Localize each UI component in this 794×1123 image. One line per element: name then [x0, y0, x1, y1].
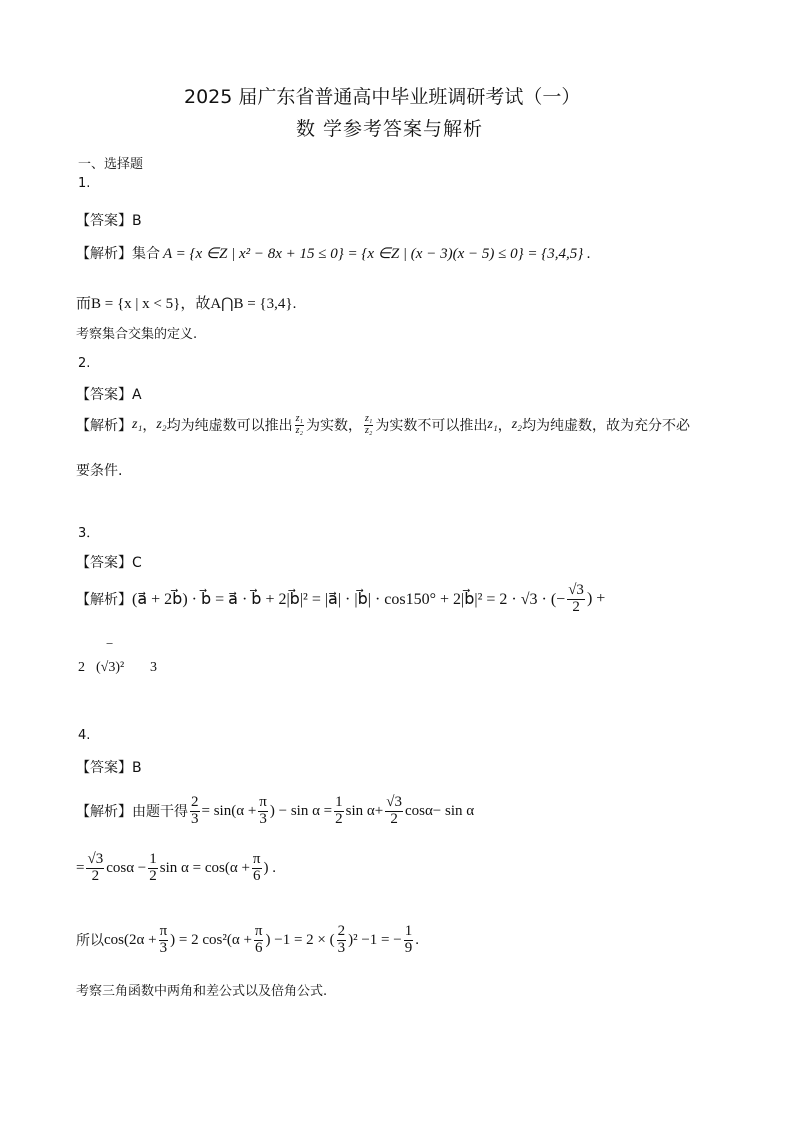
- fraction: [404, 924, 414, 957]
- fraction-denominator: 3: [159, 939, 168, 956]
- fraction: [258, 795, 268, 828]
- fraction-numerator: π: [159, 923, 168, 939]
- document-subtitle: 数 学参考答案与解析: [296, 118, 484, 140]
- fraction-numerator: √3: [87, 851, 104, 867]
- analysis-math-end: ) +: [586, 590, 606, 608]
- question-3-analysis: [76, 583, 605, 616]
- fraction-denominator: 3: [337, 939, 346, 956]
- question-4-number: 4.: [78, 728, 91, 743]
- fraction-numerator: π: [259, 794, 267, 810]
- fraction-denominator: 2: [572, 598, 580, 615]
- analysis-text: 由题干得: [132, 804, 188, 821]
- analysis-label: 【解析】: [76, 592, 132, 609]
- analysis-text: 为实数不可以推出: [375, 418, 488, 434]
- fraction-numerator: π: [252, 851, 261, 867]
- fraction: [159, 924, 169, 957]
- question-4-analysis-line1: [76, 795, 474, 828]
- question-4-answer: 【答案】B: [76, 760, 142, 776]
- fraction-numerator: 1: [149, 851, 157, 867]
- fraction-denominator: z₂: [295, 424, 304, 436]
- math-text: = sin(α +: [201, 802, 257, 819]
- document-title: 2025 届广东省普通高中毕业班调研考试（一）: [184, 86, 581, 108]
- math-text: ) = 2 cos²(α +: [170, 931, 252, 948]
- fraction-numerator: √3: [568, 582, 584, 598]
- fraction: [337, 924, 347, 957]
- fraction-z1-over-z2: [295, 414, 304, 436]
- fraction-numerator: 1: [335, 794, 343, 810]
- question-3-answer: 【答案】C: [76, 555, 142, 571]
- question-1-note: 考察集合交集的定义.: [76, 327, 198, 342]
- question-1-analysis-line2: 而B = {x | x < 5}，故A⋂B = {3,4}.: [76, 296, 297, 312]
- fraction-denominator: 2: [149, 867, 157, 884]
- fraction-numerator: z₁: [295, 413, 304, 424]
- analysis-text: 为实数，: [306, 418, 363, 434]
- math-text: sin α = cos(α +: [159, 859, 250, 876]
- analysis-label: 【解析】: [76, 418, 132, 434]
- question-2-answer: 【答案】A: [76, 387, 142, 403]
- fraction-numerator: 1: [404, 923, 413, 939]
- analysis-text: 所以: [76, 933, 104, 950]
- math-text: cos(2α +: [104, 931, 157, 948]
- var-z1: z₁: [487, 417, 498, 432]
- comma: ，: [497, 418, 512, 434]
- fraction-denominator: 3: [259, 810, 267, 827]
- analysis-text: 均为纯虚数可以推出: [166, 418, 293, 434]
- section-heading: 一、选择题: [78, 157, 144, 172]
- fraction: [334, 795, 344, 828]
- var-z1: z₁: [132, 417, 143, 432]
- analysis-label: 【解析】: [76, 804, 132, 821]
- question-4-analysis-line2: [76, 852, 276, 885]
- math-text: cosα− sin α: [404, 802, 475, 819]
- question-2-analysis-cont: 要条件.: [76, 463, 123, 479]
- math-text: )² −1 = −: [348, 931, 402, 948]
- fraction-denominator: 2: [335, 810, 343, 827]
- fraction-denominator: 6: [252, 867, 261, 884]
- fraction-denominator: 2: [91, 867, 100, 884]
- question-4-note: 考察三角函数中两角和差公式以及倍角公式.: [76, 984, 328, 999]
- question-3-line2-b: (√3)²: [96, 660, 125, 675]
- question-4-analysis-line3: [76, 924, 419, 957]
- math-text: cosα −: [106, 859, 147, 876]
- analysis-text: 均为纯虚数，故为充分不必: [522, 418, 691, 434]
- comma: ，: [142, 418, 157, 434]
- math-text: ) − sin α =: [269, 802, 333, 819]
- fraction-denominator: z₂: [365, 424, 373, 436]
- fraction: [190, 795, 200, 828]
- analysis-math: (a⃗ + 2b⃗) · b⃗ = a⃗ · b⃗ + 2|b⃗|² = |a⃗| · |b⃗| · cos150° + 2|b⃗|² = 2 · √3 · (−: [132, 591, 566, 609]
- question-3-number: 3．: [78, 526, 100, 541]
- overline-bar: −: [106, 636, 114, 651]
- fraction-sqrt3-over-2: [567, 583, 585, 616]
- fraction-z1-over-z2: [364, 414, 373, 436]
- analysis-text: 集合: [132, 246, 160, 262]
- question-3-line2-a: 2: [78, 660, 85, 675]
- math-text: =: [76, 859, 85, 876]
- fraction: [254, 924, 264, 957]
- question-2-number: 2.: [78, 356, 91, 371]
- question-1-answer: 【答案】B: [76, 213, 142, 229]
- fraction: [86, 852, 104, 885]
- var-z2: z₂: [511, 417, 523, 432]
- question-1-analysis: [76, 243, 591, 263]
- var-z2: z₂: [156, 417, 167, 432]
- fraction-denominator: 9: [404, 939, 413, 956]
- fraction-numerator: π: [254, 923, 263, 939]
- question-2-analysis: [76, 414, 690, 436]
- analysis-math: A = {x ∈Z | x² − 8x + 15 ≤ 0} = {x ∈Z | (x − 3)(x − 5) ≤ 0} = {3,4,5} .: [163, 245, 591, 262]
- fraction-denominator: 6: [254, 939, 263, 956]
- fraction-denominator: 2: [390, 810, 398, 827]
- math-text: .: [415, 931, 419, 948]
- fraction-numerator: z₁: [365, 413, 373, 424]
- math-text: ) .: [263, 859, 276, 876]
- fraction-denominator: 3: [191, 810, 199, 827]
- fraction-numerator: 2: [337, 923, 346, 939]
- fraction-numerator: √3: [386, 794, 402, 810]
- fraction-numerator: 2: [191, 794, 199, 810]
- question-1-number: 1.: [78, 176, 91, 191]
- math-text: sin α+: [345, 802, 384, 819]
- analysis-label: 【解析】: [76, 246, 132, 262]
- fraction: [148, 852, 158, 885]
- fraction: [385, 795, 403, 828]
- fraction: [252, 852, 262, 885]
- math-text: ) −1 = 2 × (: [265, 931, 335, 948]
- question-3-line2-c: 3: [150, 660, 157, 675]
